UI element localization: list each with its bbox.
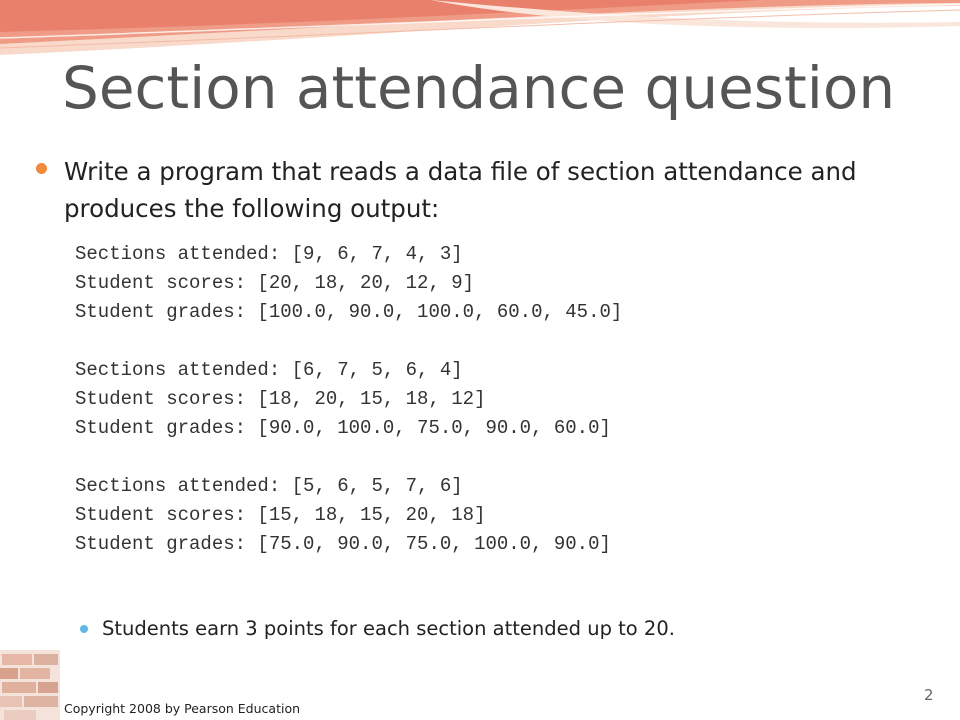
output-line: Sections attended: [5, 6, 5, 7, 6] [75, 475, 463, 497]
output-spacer [75, 327, 622, 356]
output-line: Student scores: [15, 18, 15, 20, 18] [75, 504, 486, 526]
slide-title: Section attendance question [62, 54, 896, 122]
main-bullet-text: Write a program that reads a data file of section attendance and produces the following output: [64, 157, 857, 223]
sub-bullet-dot [80, 625, 88, 633]
bullet-dot [36, 163, 47, 174]
output-line: Student grades: [100.0, 90.0, 100.0, 60.0, 45.0] [75, 301, 623, 323]
output-line: Student grades: [90.0, 100.0, 75.0, 90.0, 60.0] [75, 417, 611, 439]
copyright-text: Copyright 2008 by Pearson Education [64, 701, 301, 716]
sub-bullet [80, 615, 940, 643]
main-bullet [36, 153, 936, 227]
output-line: Student scores: [20, 18, 20, 12, 9] [75, 272, 475, 294]
brick-wall-decoration [0, 650, 60, 720]
output-line: Sections attended: [9, 6, 7, 4, 3] [75, 243, 463, 265]
output-line: Student scores: [18, 20, 15, 18, 12] [75, 388, 486, 410]
slide-number: 2 [924, 686, 934, 704]
sub-bullet-text: Students earn 3 points for each section attended up to 20. [102, 617, 675, 640]
output-spacer [75, 443, 622, 472]
output-line: Sections attended: [6, 7, 5, 6, 4] [75, 359, 463, 381]
program-output [75, 240, 622, 559]
output-line: Student grades: [75.0, 90.0, 75.0, 100.0, 90.0] [75, 533, 611, 555]
